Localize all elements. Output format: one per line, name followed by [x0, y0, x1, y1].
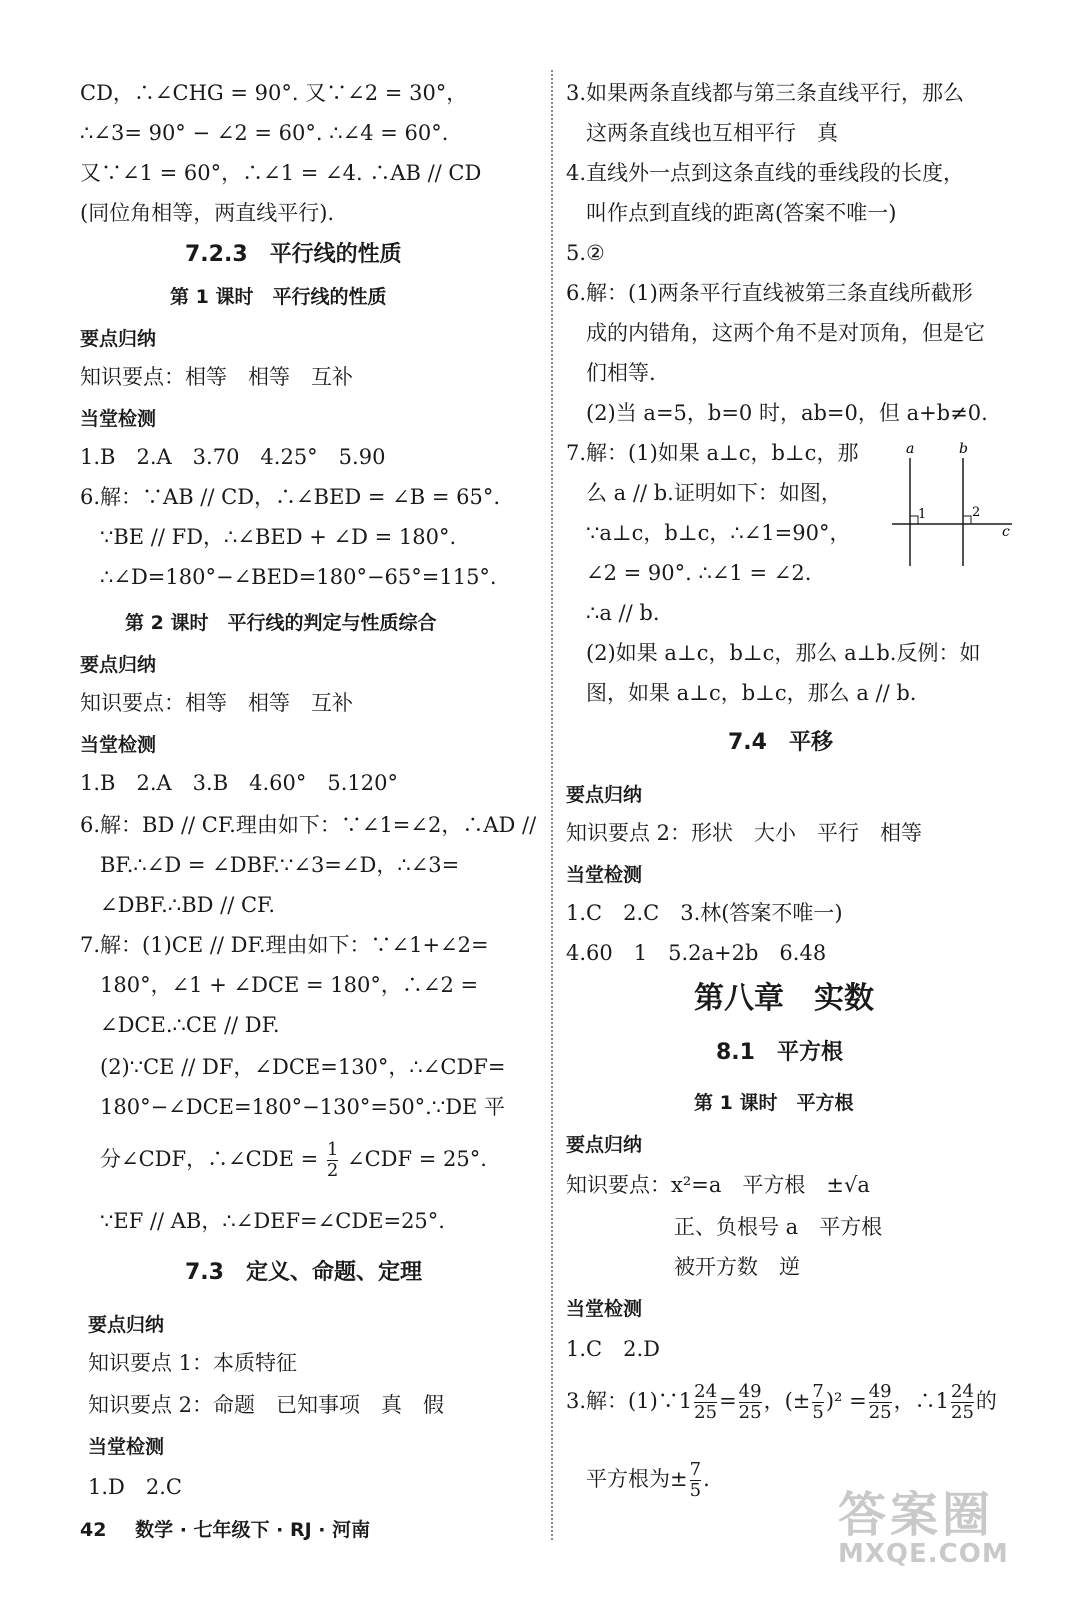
key-points: 被开方数 逆: [674, 1255, 800, 1279]
text-line: 180°−∠DCE=180°−130°=50°.∵DE 平: [100, 1095, 506, 1119]
denominator: 25: [951, 1402, 974, 1423]
key-points: 知识要点 2：命题 已知事项 真 假: [88, 1393, 445, 1417]
lesson-title: 第 2 课时 平行线的判定与性质综合: [125, 612, 437, 634]
denominator: 25: [738, 1402, 762, 1423]
text-line: 6.解：BD // CF.理由如下：∵∠1=∠2，∴AD //: [80, 813, 537, 837]
lesson-title: 第 1 课时 平行线的性质: [170, 286, 387, 308]
text-line: ∵BE // FD，∴∠BED + ∠D = 180°.: [100, 525, 457, 549]
section-title-8-1: 8.1 平方根: [716, 1040, 843, 1065]
text-line: 3.如果两条直线都与第三条直线平行，那么: [566, 81, 965, 105]
answers: 1.D 2.C: [88, 1475, 182, 1499]
key-points: 正、负根号 a 平方根: [674, 1215, 883, 1239]
numerator: 1: [326, 1139, 339, 1160]
text-segment: 平方根为±: [586, 1467, 688, 1491]
check-heading: 当堂检测: [566, 1298, 643, 1320]
section-title-7-3: 7.3 定义、命题、定理: [185, 1260, 422, 1285]
check-heading: 当堂检测: [80, 734, 157, 756]
denominator: 5: [689, 1480, 702, 1501]
check-heading: 当堂检测: [80, 408, 157, 430]
denominator: 25: [868, 1402, 892, 1423]
key-points-heading: 要点归纳: [88, 1314, 165, 1336]
text-line: 180°，∠1 + ∠DCE = 180°，∴∠2 =: [100, 973, 479, 997]
text-line: (2)如果 a⊥c，b⊥c，那么 a⊥b.反例：如: [586, 641, 981, 665]
text-segment: ，∴1: [893, 1389, 949, 1413]
key-points: 知识要点：相等 相等 互补: [80, 691, 353, 715]
text-line: 叫作点到直线的距离(答案不唯一): [586, 201, 897, 225]
fraction: [951, 1382, 974, 1423]
numerator: 24: [951, 1381, 974, 1402]
right-angle-mark-2: [963, 516, 971, 524]
book-info: 数学 · 七年级下 · RJ · 河南: [135, 1519, 371, 1541]
denominator: 2: [326, 1160, 339, 1181]
text-line: ∠DCE.∴CE // DF.: [100, 1013, 280, 1037]
text-line: 成的内错角，这两个角不是对顶角，但是它: [586, 321, 985, 345]
numerator: 7: [689, 1459, 702, 1480]
text-line: ∴∠D=180°−∠BED=180°−65°=115°.: [100, 565, 497, 589]
fraction-line: [566, 1460, 710, 1501]
answers: 1.C 2.D: [566, 1337, 660, 1361]
denominator: 25: [694, 1402, 718, 1423]
text-line: (2)∵CE // DF，∠DCE=130°，∴∠CDF=: [100, 1055, 506, 1079]
section-title-7-2-3: 7.2.3 平行线的性质: [185, 242, 402, 267]
page-footer: [80, 1515, 370, 1542]
key-points: 知识要点：相等 相等 互补: [80, 365, 353, 389]
column-divider: [551, 70, 553, 1540]
text-line: 4.直线外一点到这条直线的垂线段的长度，: [566, 161, 965, 185]
key-points-heading: 要点归纳: [80, 328, 157, 350]
label-angle-1: 1: [918, 507, 927, 522]
denominator: 5: [812, 1402, 824, 1423]
lesson-title: 第 1 课时 平方根: [694, 1092, 854, 1114]
numerator: 49: [738, 1381, 762, 1402]
key-points: 知识要点：x²=a 平方根 ±√a: [566, 1173, 870, 1197]
fraction: [690, 1460, 701, 1501]
key-points: 知识要点 1：本质特征: [88, 1351, 298, 1375]
text-line: ∵a⊥c，b⊥c，∴∠1=90°，: [586, 521, 851, 545]
watermark-url: MXQE.COM: [838, 1539, 1009, 1569]
key-points-heading: 要点归纳: [566, 784, 643, 806]
text-segment: ，(±: [763, 1389, 811, 1413]
text-line: ∴∠3= 90° − ∠2 = 60°. ∴∠4 = 60°.: [80, 121, 449, 145]
text-line: 这两条直线也互相平行 真: [586, 121, 838, 145]
text-line: 7.解：(1)CE // DF.理由如下：∵∠1+∠2=: [80, 933, 489, 957]
fraction: [694, 1382, 717, 1423]
chapter-title: 第八章 实数: [694, 981, 874, 1016]
text-line: 么 a // b.证明如下：如图，: [586, 481, 842, 505]
text-segment: )² =: [825, 1389, 867, 1413]
section-title-7-4: 7.4 平移: [728, 730, 833, 755]
right-angle-mark-1: [910, 516, 918, 524]
perpendicular-lines-figure: [888, 440, 1018, 570]
numerator: 24: [694, 1381, 718, 1402]
text-segment: .: [703, 1467, 710, 1491]
key-points-heading: 要点归纳: [80, 654, 157, 676]
fraction-line: [566, 1382, 997, 1423]
label-angle-2: 2: [972, 505, 981, 520]
text-segment: ∠CDF = 25°.: [347, 1147, 487, 1171]
text-line: CD，∴∠CHG = 90°. 又∵∠2 = 30°，: [80, 81, 468, 105]
key-points-heading: 要点归纳: [566, 1134, 643, 1156]
numerator: 7: [812, 1381, 824, 1402]
watermark: [838, 1487, 1009, 1569]
text-segment: =: [719, 1389, 737, 1413]
answers: 1.C 2.C 3.林(答案不唯一): [566, 901, 843, 925]
label-a: a: [906, 441, 915, 457]
text-line: 又∵∠1 = 60°，∴∠1 = ∠4. ∴AB // CD: [80, 161, 482, 185]
text-line: ∠DBF.∴BD // CF.: [100, 893, 276, 917]
text-line: ∴a // b.: [586, 601, 660, 625]
text-line: 图，如果 a⊥c，b⊥c，那么 a // b.: [586, 681, 917, 705]
text-line: ∠2 = 90°. ∴∠1 = ∠2.: [586, 561, 812, 585]
answers: 1.B 2.A 3.70 4.25° 5.90: [80, 445, 386, 469]
text-line: BF.∴∠D = ∠DBF.∵∠3=∠D，∴∠3=: [100, 853, 460, 877]
fraction: [812, 1382, 823, 1423]
answers: 1.B 2.A 3.B 4.60° 5.120°: [80, 771, 399, 795]
text-line: 6.解：(1)两条平行直线被第三条直线所截形: [566, 281, 973, 305]
check-heading: 当堂检测: [566, 864, 643, 886]
watermark-text: 答案圈: [838, 1487, 995, 1543]
text-line: 6.解：∵AB // CD，∴∠BED = ∠B = 65°.: [80, 485, 501, 509]
fraction-line: [80, 1140, 487, 1181]
fraction: [739, 1382, 762, 1423]
text-line: 5.②: [566, 241, 605, 265]
label-b: b: [959, 441, 968, 457]
fraction: [869, 1382, 892, 1423]
label-c: c: [1002, 524, 1010, 540]
text-line: 7.解：(1)如果 a⊥c，b⊥c，那: [566, 441, 859, 465]
page-number: 42: [80, 1519, 107, 1541]
numerator: 49: [868, 1381, 892, 1402]
text-line: (2)当 a=5，b=0 时，ab=0，但 a+b≠0.: [586, 401, 988, 425]
text-segment: 3.解：(1)∵1: [566, 1389, 693, 1413]
key-points: 知识要点 2：形状 大小 平行 相等: [566, 821, 923, 845]
text-line: (同位角相等，两直线平行).: [80, 201, 335, 225]
check-heading: 当堂检测: [88, 1436, 165, 1458]
text-line: 们相等.: [586, 361, 656, 385]
text-line: ∵EF // AB，∴∠DEF=∠CDE=25°.: [100, 1209, 445, 1233]
text-segment: 的: [975, 1389, 997, 1413]
fraction: [327, 1140, 338, 1181]
text-segment: 分∠CDF，∴∠CDE =: [100, 1147, 319, 1171]
answers: 4.60 1 5.2a+2b 6.48: [566, 941, 827, 965]
